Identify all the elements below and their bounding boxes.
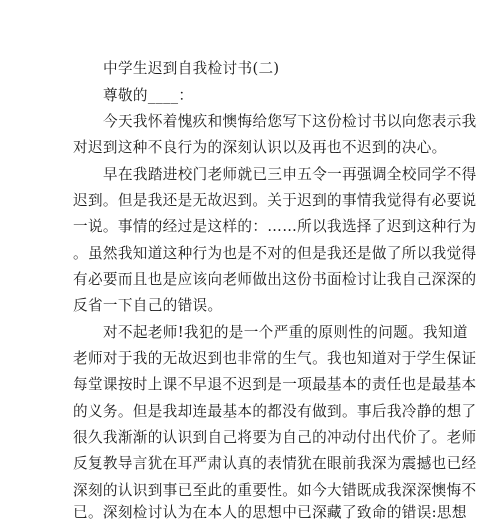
paragraph-3-line-1: 对不起老师!我犯的是一个严重的原则性的问题。我知道 <box>103 324 468 341</box>
paragraph-1-line-1: 今天我怀着愧疚和懊悔给您写下这份检讨书以向您表示我 <box>103 113 477 130</box>
paragraph-3-line-4: 的义务。但是我却连最基本的都没有做到。事后我冷静的想了 <box>73 403 477 420</box>
paragraph-2-line-4: 。虽然我知道这种行为也是不对的但是我还是做了所以我觉得 <box>73 245 477 262</box>
paragraph-3-line-2: 老师对于我的无故迟到也非常的生气。我也知道对于学生保证 <box>73 350 477 367</box>
paragraph-2-line-3: 一说。事情的经过是这样的：……所以我选择了迟到这种行为 <box>73 218 477 235</box>
document-title: 中学生迟到自我检讨书(二) <box>103 60 280 77</box>
paragraph-3-line-3: 每堂课按时上课不早退不迟到是一项最基本的责任也是最基本 <box>73 376 477 393</box>
paragraph-3-line-5: 很久我渐渐的认识到自己将要为自己的冲动付出代价了。老师 <box>73 429 477 446</box>
paragraph-3-line-8: 已。深刻检讨认为在本人的思想中已深藏了致命的错误:思想 <box>73 504 467 521</box>
paragraph-2-line-5: 有必要而且也是应该向老师做出这份书面检讨让我自己深深的 <box>73 271 477 288</box>
paragraph-1-line-2: 对迟到这种不良行为的深刻认识以及再也不迟到的决心。 <box>73 139 447 156</box>
paragraph-2-line-6: 反省一下自己的错误。 <box>73 297 223 314</box>
paragraph-2-line-1: 早在我踏进校门老师就已三申五令一再强调全校同学不得 <box>103 166 477 183</box>
paragraph-3-line-6: 反复教导言犹在耳严肃认真的表情犹在眼前我深为震撼也已经 <box>73 455 477 472</box>
salutation: 尊敬的____： <box>103 87 194 104</box>
paragraph-3-line-7: 深刻的认识到事已至此的重要性。如今大错既成我深深懊悔不 <box>73 482 477 499</box>
paragraph-2-line-2: 迟到。但是我还是无故迟到。关于迟到的事情我觉得有必要说 <box>73 192 477 209</box>
